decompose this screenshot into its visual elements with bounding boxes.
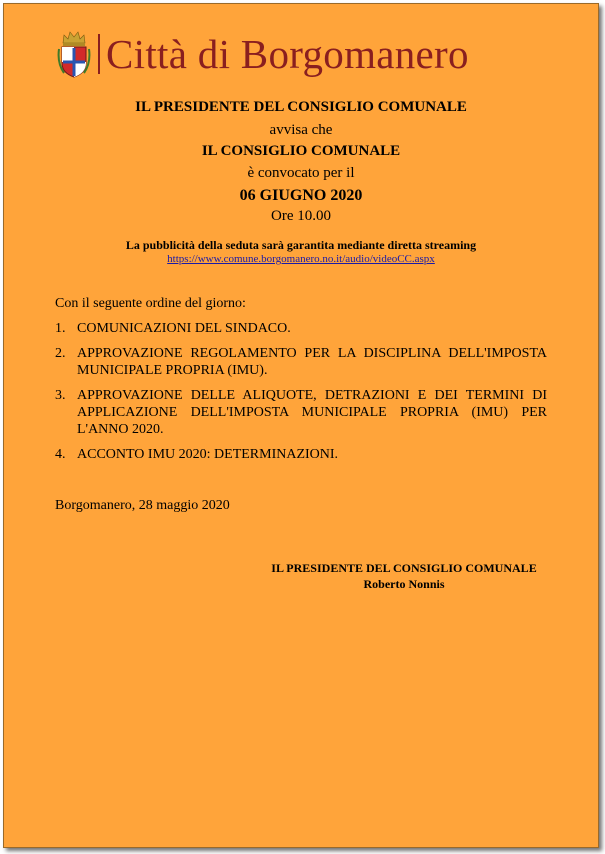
header-divider: [98, 34, 100, 74]
agenda-item-text: COMUNICAZIONI DEL SINDACO.: [77, 321, 291, 336]
streaming-link-row: [4, 253, 598, 265]
agenda-item: [55, 446, 547, 463]
signature-role: IL PRESIDENTE DEL CONSIGLIO COMUNALE: [271, 561, 537, 575]
meeting-time: Ore 10.00: [271, 208, 331, 224]
agenda-item-text: APPROVAZIONE REGOLAMENTO PER LA DISCIPLINA DELL'IMPOSTA MUNICIPALE PROPRIA (IMU).: [77, 346, 547, 378]
agenda-intro: Con il seguente ordine del giorno:: [55, 296, 246, 311]
place-date: Borgomanero, 28 maggio 2020: [55, 498, 230, 513]
agenda-item: [55, 345, 547, 379]
agenda-item: [55, 320, 547, 337]
agenda-item-number: 1.: [55, 321, 66, 336]
council-heading: IL CONSIGLIO COMUNALE: [201, 143, 401, 159]
signature-name: Roberto Nonnis: [363, 577, 445, 591]
agenda-item-number: 2.: [55, 346, 66, 361]
agenda-item: [55, 387, 547, 438]
city-title: Città di Borgomanero: [106, 30, 469, 77]
convened-text: è convocato per il: [247, 165, 355, 181]
agenda-list: [55, 320, 547, 471]
coat-of-arms-icon: [56, 29, 92, 79]
meeting-date: 06 GIUGNO 2020: [239, 187, 363, 204]
streaming-link[interactable]: https://www.comune.borgomanero.no.it/audio/videoCC.aspx: [167, 253, 435, 265]
agenda-item-text: ACCONTO IMU 2020: DETERMINAZIONI.: [77, 447, 339, 462]
agenda-item-number: 3.: [55, 388, 66, 403]
notice-page: [3, 3, 599, 848]
header: [56, 26, 469, 82]
agenda-item-number: 4.: [55, 447, 66, 462]
agenda-item-text: APPROVAZIONE DELLE ALIQUOTE, DETRAZIONI E DEI TERMINI DI APPLICAZIONE DELL'IMPOSTA MUNICIPALE PROPRIA (IMU) PER L'ANNO 2020.: [77, 388, 547, 437]
streaming-notice: La pubblicità della seduta sarà garantita mediante diretta streaming: [125, 238, 477, 252]
president-heading: IL PRESIDENTE DEL CONSIGLIO COMUNALE: [135, 99, 467, 115]
announces-text: avvisa che: [269, 122, 333, 138]
